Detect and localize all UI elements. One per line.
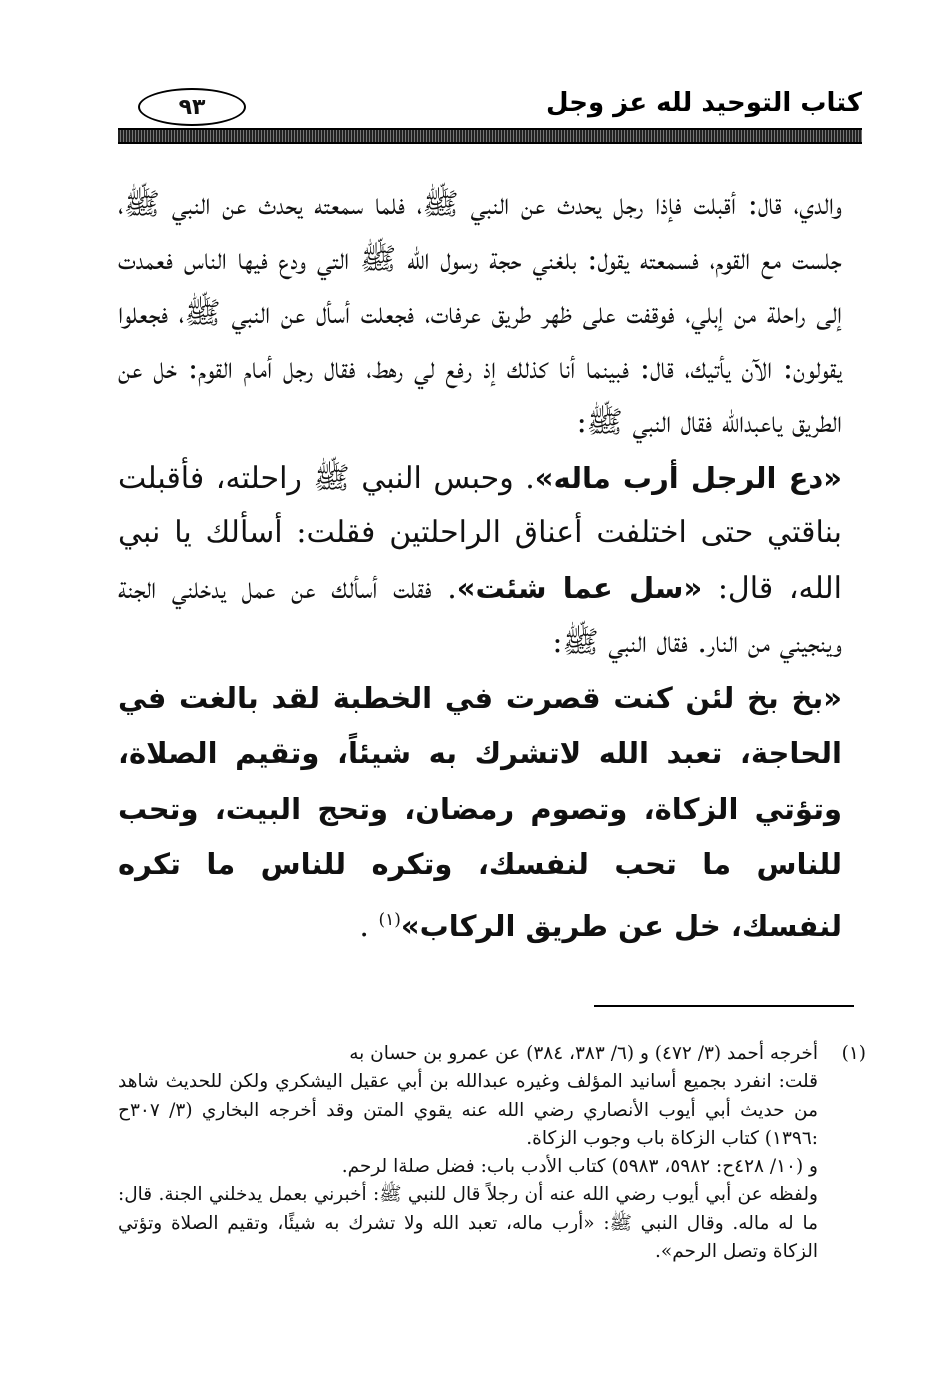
footnote-line: أخرجه أحمد (٣/ ٤٧٢) و (٦/ ٣٨٣، ٣٨٤) عن عمرو بن حسان به <box>349 1043 818 1064</box>
book-title: كتاب التوحيد لله عز وجل <box>546 88 862 118</box>
footnote-line: و (١٠/ ٤٢٨ح: ٥٩٨٢، ٥٩٨٣) كتاب الأدب باب: فضل صلةا لرحم. <box>341 1156 818 1178</box>
narrative-text-3: . فقلت أسألك عن عمل يدخلني الجنة وينجيني من النار. فقال النبي ﷺ: <box>118 570 842 660</box>
narrative-text-1: والدي، قال: أقبلت فإذا رجل يحدث عن النبي ﷺ، فلما سمعته يحدث عن النبي ﷺ، جلست مع القوم، فسمعته يقول: بلغني حجة رسول الله ﷺ التي ودع فيها الناس فعمدت إلى راحلة من إبلي، فوقفت على ظهر طريق عرفات، فجعلت أسأل عن النبي ﷺ، فجعلوا يقولون: الآن يأتيك، قال: فبينما أنا كذلك إذ رفع لي رهط، فقال رجل أمام القوم: خل عن الطريق ياعبدالله فقال النبي ﷺ: <box>118 187 842 440</box>
footnote-body <box>118 1040 818 1266</box>
hadith-quote-3: «بخ بخ لئن كنت قصرت في الخطبة لقد بالغت في الحاجة، تعبد الله لاتشرك به شيئاً، وتقيم الصلاة، وتؤتي الزكاة، وتصوم رمضان، وتحج البيت، وتحب للناس ما تحب لنفسك، وتكره للناس ما تكره لنفسك، خل عن طريق الركاب» <box>118 680 842 943</box>
main-paragraph <box>118 178 842 954</box>
page-header <box>118 86 862 126</box>
hadith-quote-2: «سل عما شئت» <box>456 570 703 605</box>
footnote-separator <box>594 1005 854 1007</box>
narrative-text-2: . وحبس النبي ﷺ راحلته، فأقبلت بناقتي حتى اختلفت أعناق الراحلتين فقلت: أسألك يا نبي الله، قال: <box>118 460 842 606</box>
footnote-reference: (١) <box>378 909 401 930</box>
page-number: ٩٣ <box>138 88 246 126</box>
main-text <box>118 178 842 954</box>
closing-period: . <box>359 908 369 944</box>
footnote-line: ولفظه عن أبي أيوب رضي الله عنه أن رجلاً قال للنبي ﷺ: أخبرني بعمل يدخلني الجنة. قال: ما له ماله. وقال النبي ﷺ: «أرب ماله، تعبد الله ولا تشرك به شيئًا، وتقيم الصلاة وتؤتي الزكاة وتصل الرحم». <box>118 1184 818 1263</box>
footnote-number: (١) <box>841 1043 866 1064</box>
hadith-quote-1: «دع الرجل أرب ماله» <box>534 460 842 495</box>
header-rule <box>118 128 862 144</box>
footnote <box>118 1040 866 1266</box>
footnote-line: قلت: انفرد بجميع أسانيد المؤلف وغيره عبدالله بن أبي عقيل اليشكري ولكن للحديث شاهد من حديث أبي أيوب الأنصاري رضي الله عنه يقوي المتن وقد أخرجه البخاري (٣/ ٣٠٧ح :١٣٩٦) كتاب الزكاة باب وجوب الزكاة. <box>118 1071 818 1149</box>
